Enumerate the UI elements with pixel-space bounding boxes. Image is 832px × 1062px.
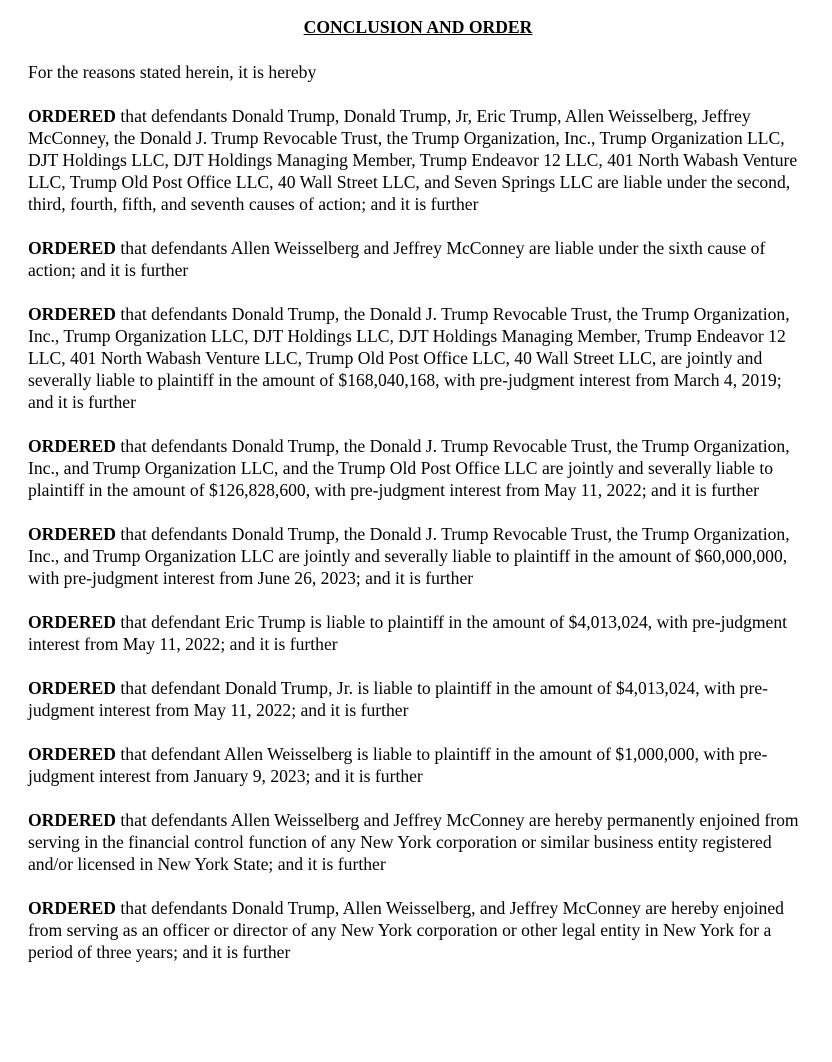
order-lead: ORDERED [28,612,116,632]
order-lead: ORDERED [28,898,116,918]
document-page [28,16,808,985]
order-text: that defendants Donald Trump, the Donald J. Trump Revocable Trust, the Trump Organization, Inc., and Trump Organization LLC are jointly and severally liable to plaintiff in the amount of $60,000,000, with pre-judgment interest from June 26, 2023; and it is further [28,524,790,588]
order-lead: ORDERED [28,524,116,544]
order-lead: ORDERED [28,744,116,764]
order-paragraph-5 [28,523,808,589]
order-text: that defendants Donald Trump, Donald Trump, Jr, Eric Trump, Allen Weisselberg, Jeffrey McConney, the Donald J. Trump Revocable Trust, the Trump Organization, Inc., Trump Organization LLC, DJT Holdings LLC, DJT Holdings Managing Member, Trump Endeavor 12 LLC, 401 North Wabash Venture LLC, Trump Old Post Office LLC, 40 Wall Street LLC, and Seven Springs LLC are liable under the second, third, fourth, fifth, and seventh causes of action; and it is further [28,106,798,214]
order-text: that defendants Allen Weisselberg and Jeffrey McConney are liable under the sixth cause of action; and it is further [28,238,766,280]
order-text: that defendant Allen Weisselberg is liable to plaintiff in the amount of $1,000,000, with pre-judgment interest from January 9, 2023; and it is further [28,744,768,786]
order-lead: ORDERED [28,106,116,126]
intro-text: For the reasons stated herein, it is hereby [28,62,317,82]
order-paragraph-6 [28,611,808,655]
order-paragraph-7 [28,677,808,721]
order-paragraph-2 [28,237,808,281]
order-paragraph-8 [28,743,808,787]
order-lead: ORDERED [28,678,116,698]
order-text: that defendant Donald Trump, Jr. is liable to plaintiff in the amount of $4,013,024, with pre-judgment interest from May 11, 2022; and it is further [28,678,769,720]
order-lead: ORDERED [28,238,116,258]
order-text: that defendants Donald Trump, the Donald J. Trump Revocable Trust, the Trump Organization, Inc., Trump Organization LLC, DJT Holdings LLC, DJT Holdings Managing Member, Trump Endeavor 12 LLC, 401 North Wabash Venture LLC, Trump Old Post Office LLC, 40 Wall Street LLC, are jointly and severally liable to plaintiff in the amount of $168,040,168, with pre-judgment interest from March 4, 2019; and it is further [28,304,790,412]
order-lead: ORDERED [28,436,116,456]
order-text: that defendants Allen Weisselberg and Jeffrey McConney are hereby permanently enjoined from serving in the financial control function of any New York corporation or similar business entity registered and/or licensed in New York State; and it is further [28,810,799,874]
order-paragraph-10 [28,897,808,963]
section-heading: CONCLUSION AND ORDER [303,17,533,37]
order-text: that defendants Donald Trump, the Donald J. Trump Revocable Trust, the Trump Organization, Inc., and Trump Organization LLC, and the Trump Old Post Office LLC are jointly and severally liable to plaintiff in the amount of $126,828,600, with pre-judgment interest from May 11, 2022; and it is further [28,436,790,500]
order-paragraph-3 [28,303,808,413]
order-text: that defendants Donald Trump, Allen Weisselberg, and Jeffrey McConney are hereby enjoined from serving as an officer or director of any New York corporation or other legal entity in New York for a period of three years; and it is further [28,898,784,962]
order-paragraph-9 [28,809,808,875]
order-text: that defendant Eric Trump is liable to plaintiff in the amount of $4,013,024, with pre-judgment interest from May 11, 2022; and it is further [28,612,788,654]
order-lead: ORDERED [28,810,116,830]
order-lead: ORDERED [28,304,116,324]
order-paragraph-4 [28,435,808,501]
order-paragraph-1 [28,105,808,215]
